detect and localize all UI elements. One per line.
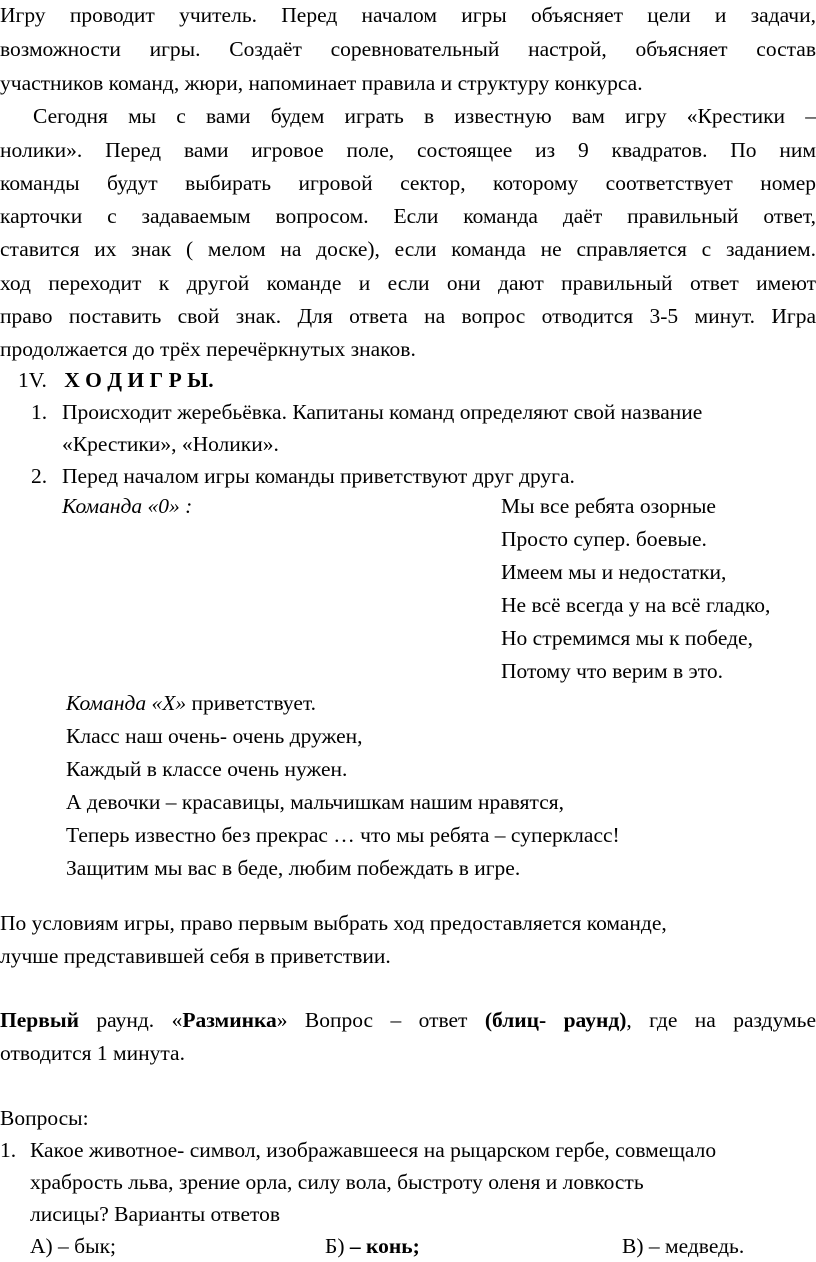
round1-blitz: (блиц- раунд): [484, 1008, 627, 1032]
round1-line-2: отводится 1 минута.: [0, 1041, 185, 1065]
section-title: Х О Д И Г Р Ы.: [64, 368, 214, 392]
condition-line-1: По условиям игры, право первым выбрать ход предоставляется команде,: [0, 911, 667, 935]
rules-line-1: Сегодня мы с вами будем играть в известную вам игру «Крестики –: [33, 104, 816, 128]
rules-line-5: ставится их знак ( мелом на доске), если команда не справляется с заданием.: [0, 237, 816, 261]
round1-first: Первый: [0, 1008, 80, 1032]
answer-a: А) – бык;: [30, 1234, 116, 1258]
intro-line-3: участников команд, жюри, напоминает правила и структуру конкурса.: [0, 71, 643, 95]
rules-line-7: право поставить свой знак. Для ответа на вопрос отводится 3-5 минут. Игра: [0, 304, 816, 328]
answer-c: В) – медведь.: [622, 1234, 745, 1258]
rules-line-2: нолики». Перед вами игровое поле, состоящее из 9 квадратов. По ним: [0, 138, 816, 162]
team0-poem-line-6: Потому что верим в это.: [501, 659, 724, 683]
question-1-line-2: храбрость льва, зрение орла, силу вола, быстроту оленя и ловкость: [30, 1170, 644, 1194]
teamX-poem-line-2: Каждый в классе очень нужен.: [66, 757, 348, 781]
question-1-number: 1.: [0, 1138, 17, 1162]
rules-line-3: команды будут выбирать игровой сектор, которому соответствует номер: [0, 171, 816, 195]
rules-line-8: продолжается до трёх перечёркнутых знаков.: [0, 337, 416, 361]
question-1-line-3: лисицы? Варианты ответов: [30, 1202, 281, 1226]
teamX-poem-line-4: Теперь известно без прекрас … что мы ребята – суперкласс!: [66, 823, 620, 847]
team0-label: Команда «0» :: [62, 494, 193, 518]
step-1-number: 1.: [31, 400, 48, 424]
step-1-line-1: Происходит жеребьёвка. Капитаны команд определяют свой название: [62, 400, 703, 424]
condition-line-2: лучше представившей себя в приветствии.: [0, 944, 391, 968]
question-1-line-1: Какое животное- символ, изображавшееся на рыцарском гербе, совмещало: [30, 1138, 717, 1162]
teamX-label-suffix: приветствует.: [186, 691, 317, 715]
intro-line-2: возможности игры. Создаёт соревновательный настрой, объясняет состав: [0, 37, 816, 61]
round1-line-1: Первый раунд. «Разминка» Вопрос – ответ (блиц- раунд), где на раздумье: [0, 1008, 816, 1032]
rules-line-6: ход переходит к другой команде и если они дают правильный ответ имеют: [0, 271, 816, 295]
questions-heading: Вопросы:: [0, 1106, 89, 1130]
step-2-line-1: Перед началом игры команды приветствуют друг друга.: [62, 464, 575, 488]
section-number: 1V.: [18, 368, 47, 392]
team0-poem-line-1: Мы все ребята озорные: [501, 494, 716, 518]
answer-b-correct: – конь;: [349, 1234, 420, 1258]
team0-poem-line-3: Имеем мы и недостатки,: [501, 560, 727, 584]
section-heading: [18, 365, 214, 395]
teamX-poem-line-5: Защитим мы вас в беде, любим побеждать в игре.: [66, 856, 521, 880]
rules-line-4: карточки с задаваемым вопросом. Если команда даёт правильный ответ,: [0, 204, 816, 228]
step-1-line-2: «Крестики», «Нолики».: [62, 432, 279, 456]
team0-poem-line-4: Не всё всегда у на всё гладко,: [501, 593, 771, 617]
teamX-label: Команда «Х»: [66, 691, 187, 715]
round1-name: Разминка: [182, 1008, 277, 1032]
teamX-poem-line-3: А девочки – красавицы, мальчишкам нашим нравятся,: [66, 790, 565, 814]
team0-poem-line-5: Но стремимся мы к победе,: [501, 626, 753, 650]
step-2-number: 2.: [31, 464, 48, 488]
intro-line-1: Игру проводит учитель. Перед началом игры объясняет цели и задачи,: [0, 3, 816, 27]
answer-b: Б) – конь;: [325, 1234, 420, 1258]
team0-poem-line-2: Просто супер. боевые.: [501, 527, 707, 551]
teamX-poem-line-1: Класс наш очень- очень дружен,: [66, 724, 363, 748]
teamX-label-line: [66, 688, 316, 718]
